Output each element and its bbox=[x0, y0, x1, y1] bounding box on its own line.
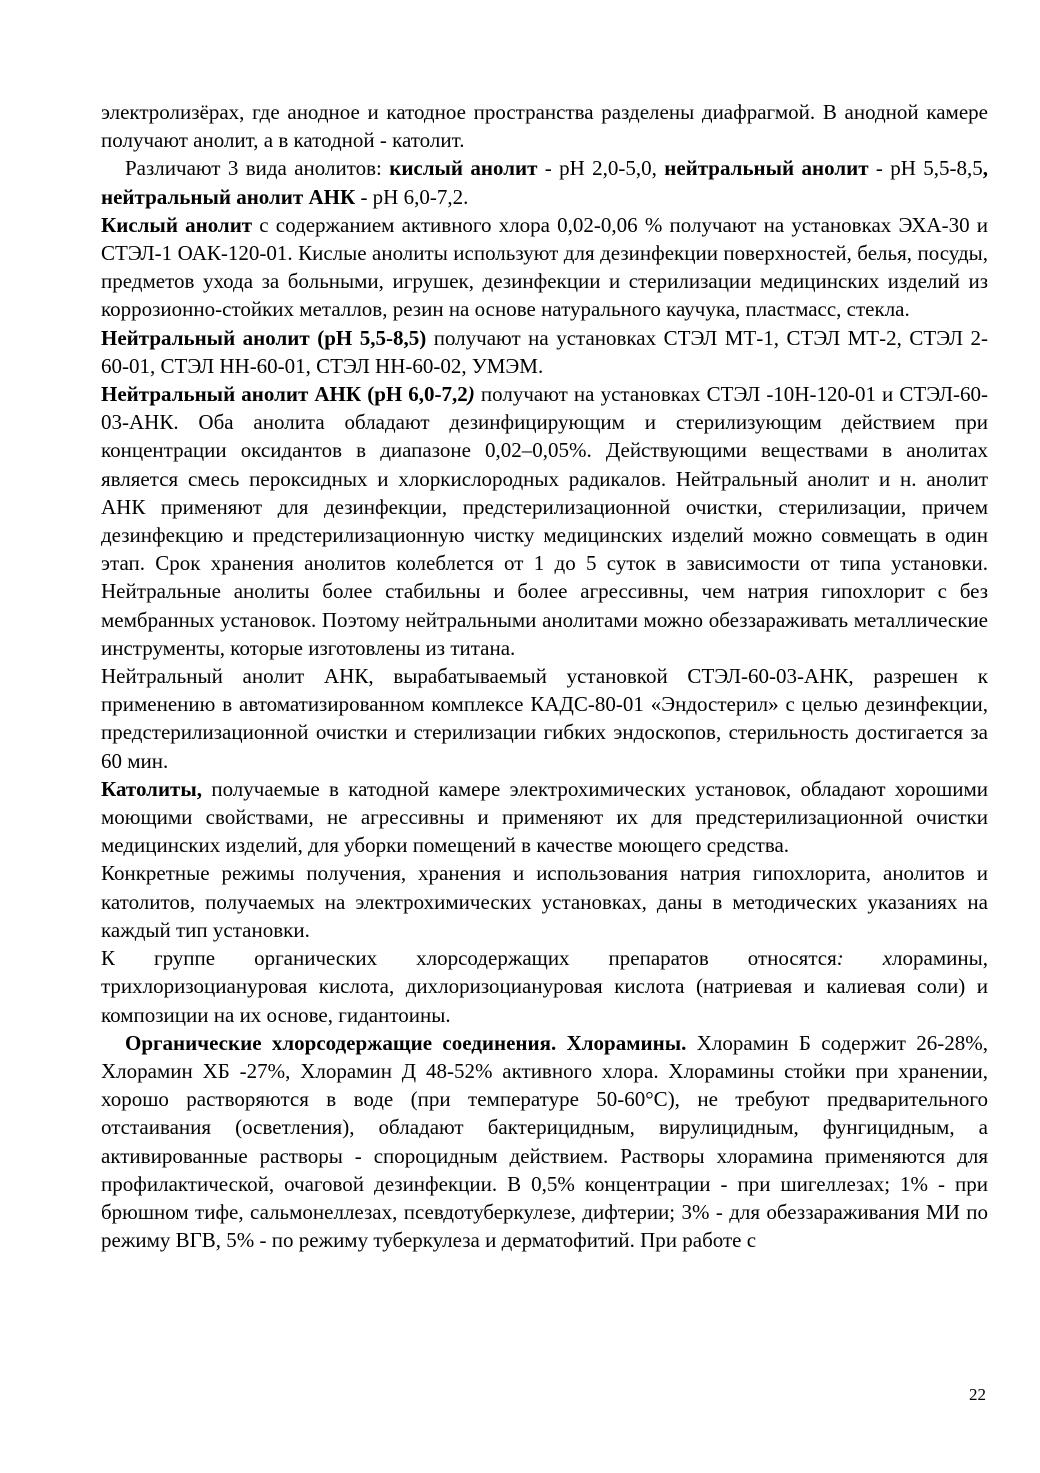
bold-term: Нейтральный анолит АНК (рН 6,0-7,2 bbox=[101, 382, 468, 407]
text-run: с содержанием активного хлора 0,02-0,06 % получают на установках ЭХА-30 и СТЭЛ-1 ОАК-120-01. Кислые анолиты используют для дезинфекции поверхностей, белья, посуды, предметов ухода за больными, игрушек, дезинфекции и стерилизации медицинских изделий из коррозионно-стойких металлов, резин на основе натурального каучука, пластмасс, стекла. bbox=[101, 212, 988, 322]
bold-term: кислый анолит bbox=[389, 156, 538, 181]
page-number: 22 bbox=[969, 1385, 986, 1404]
bold-term: Органические хлорсодержащие соединения. Хлорамины. bbox=[125, 1030, 687, 1055]
text-run: Нейтральный анолит АНК, вырабатываемый установкой СТЭЛ-60-03-АНК, разрешен к применению в автоматизированном комплексе КАДС-80-01 «Эндостерил» с целью дезинфекции, предстерилизационной очистки и стерилизации гибких эндоскопов, стерильность достигается за 60 мин. bbox=[101, 664, 988, 773]
paragraph-4 bbox=[101, 324, 988, 380]
paragraph-8 bbox=[101, 859, 988, 944]
text-run: лорамины, трихлоризоциануровая кислота, дихлоризоциануровая кислота (натриевая и калиевая соли) и композиции на их основе, гидантоины. bbox=[101, 946, 988, 1027]
bold-italic-run: ) bbox=[467, 382, 475, 407]
paragraph-5 bbox=[101, 380, 988, 662]
paragraph-7 bbox=[101, 775, 988, 860]
text-run: - pH 6,0-7,2. bbox=[355, 184, 469, 209]
text-run: получают на установках СТЭЛ МТ-1, СТЭЛ МТ-2, СТЭЛ 2-60-01, СТЭЛ НН-60-01, СТЭЛ НН-60-02, УМЭМ. bbox=[101, 325, 988, 378]
text-run: К группе органических хлорсодержащих препаратов относятся bbox=[101, 946, 837, 971]
bold-term: Нейтральный анолит (рН 5,5-8,5) bbox=[101, 325, 427, 350]
bold-term: , нейтральный анолит АНК bbox=[101, 156, 988, 209]
text-run: Различают 3 вида анолитов: bbox=[125, 156, 390, 181]
text-run: получаемые в катодной камере электрохимических установок, обладают хорошими моющими свойствами, не агрессивны и применяют их для предстерилизационной очистки медицинских изделий, для уборки помещений в качестве моющего средства. bbox=[101, 776, 988, 858]
text-run: - pH 2,0-5,0, bbox=[537, 156, 665, 181]
paragraph-2 bbox=[101, 154, 988, 210]
paragraph-3 bbox=[101, 211, 988, 324]
bold-term: нейтральный анолит bbox=[664, 156, 869, 181]
paragraph-6 bbox=[101, 662, 988, 775]
paragraph-1 bbox=[101, 98, 988, 154]
text-run: электролизёрах, где анодное и катодное пространства разделены диафрагмой. В анодной камере получают анолит, а в катодной - католит. bbox=[101, 100, 988, 153]
bold-term: Кислый анолит bbox=[101, 212, 253, 237]
text-run: получают на установках СТЭЛ -10Н-120-01 и СТЭЛ-60-03-АНК. Оба анолита обладают дезинфицирующим и стерилизующим действием при концентрации оксидантов в диапазоне 0,02–0,05%. Действующими веществами в анолитах является смесь пероксидных и хлоркислородных радикалов. Нейтральный анолит и н. анолит АНК применяют для дезинфекции, предстерилизационной очистки, стерилизации, причем дезинфекцию и предстерилизационную чистку медицинских изделий можно совмещать в один этап. Срок хранения анолитов колеблется от 1 до 5 суток в зависимости от типа установки. Нейтральные анолиты более стабильны и более агрессивны, чем натрия гипохлорит с без мембранных установок. Поэтому нейтральными анолитами можно обеззараживать металлические инструменты, которые изготовлены из титана. bbox=[101, 382, 988, 660]
text-run: Хлорамин Б содержит 26-28%, Хлорамин ХБ -27%, Хлорамин Д 48-52% активного хлора. Хлорамины стойки при хранении, хорошо растворяются в воде (при температуре 50-60°С), не требуют предварительного отстаивания (осветления), обладают бактерицидным, вирулицидным, фунгицидным, а активированные растворы - спороцидным действием. Растворы хлорамина применяются для профилактической, очаговой дезинфекции. В 0,5% концентрации - при шигеллезах; 1% - при брюшном тифе, сальмонеллезах, псевдотуберкулезе, дифтерии; 3% - для обеззараживания МИ по режиму ВГВ, 5% - по режиму туберкулеза и дерматофитий. При работе с bbox=[101, 1030, 988, 1253]
text-run: Конкретные режимы получения, хранения и использования натрия гипохлорита, анолитов и католитов, получаемых на электрохимических установках, даны в методических указаниях на каждый тип установки. bbox=[101, 861, 988, 942]
text-run: - pH 5,5-8,5 bbox=[868, 156, 983, 181]
paragraph-9 bbox=[101, 944, 988, 1029]
paragraph-10 bbox=[101, 1029, 988, 1255]
bold-term: Католиты, bbox=[101, 776, 203, 801]
document-body bbox=[101, 98, 988, 1254]
italic-run: : х bbox=[836, 946, 893, 971]
